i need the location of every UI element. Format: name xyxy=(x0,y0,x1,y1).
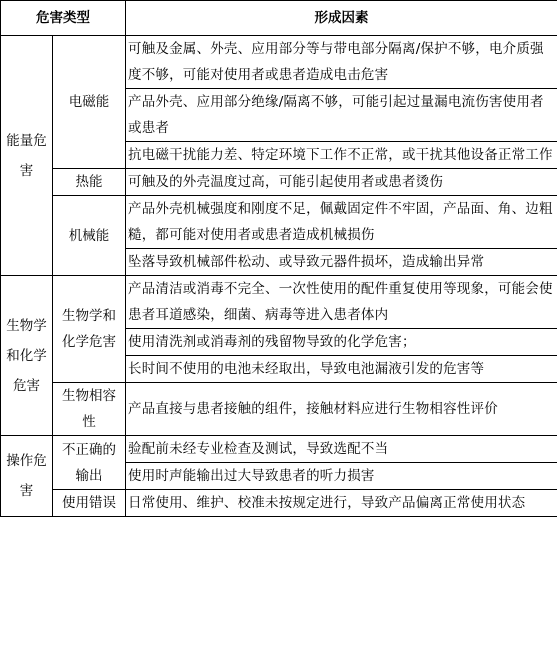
table-row xyxy=(1,196,557,249)
subcategory-use-error: 使用错误 xyxy=(53,490,126,517)
category-energy-hazard: 能量危害 xyxy=(1,36,53,276)
table-row xyxy=(1,436,557,463)
cause-cell: 产品外壳机械强度和刚度不足，佩戴固定件不牢固，产品面、角、边粗糙，都可能对使用者或患者造成机械损伤 xyxy=(126,196,557,249)
category-operation-hazard: 操作危害 xyxy=(1,436,53,517)
subcategory-biocompatibility: 生物相容性 xyxy=(53,383,126,436)
subcategory-incorrect-output: 不正确的输出 xyxy=(53,436,126,490)
cause-cell: 长时间不使用的电池未经取出，导致电池漏液引发的危害等 xyxy=(126,356,557,383)
cause-cell: 使用清洗剂或消毒剂的残留物导致的化学危害； xyxy=(126,329,557,356)
cause-cell: 抗电磁干扰能力差、特定环境下工作不正常，或干扰其他设备正常工作 xyxy=(126,142,557,169)
cause-cell: 验配前未经专业检查及测试，导致选配不当 xyxy=(126,436,557,463)
table-row xyxy=(1,383,557,436)
header-hazard-type: 危害类型 xyxy=(1,1,126,36)
category-bio-chem-hazard: 生物学和化学危害 xyxy=(1,276,53,436)
table-row xyxy=(1,490,557,517)
table-row xyxy=(1,169,557,196)
cause-cell: 坠落导致机械部件松动、或导致元器件损坏，造成输出异常 xyxy=(126,249,557,276)
subcategory-thermal: 热能 xyxy=(53,169,126,196)
cause-cell: 可触及金属、外壳、应用部分等与带电部分隔离/保护不够，电介质强度不够，可能对使用者或患者造成电击危害 xyxy=(126,36,557,89)
cause-cell: 日常使用、维护、校准未按规定进行，导致产品偏离正常使用状态 xyxy=(126,490,557,517)
table-row xyxy=(1,36,557,89)
cause-cell: 可触及的外壳温度过高，可能引起使用者或患者烫伤 xyxy=(126,169,557,196)
cause-cell: 产品外壳、应用部分绝缘/隔离不够，可能引起过量漏电流伤害使用者或患者 xyxy=(126,89,557,142)
table-row xyxy=(1,276,557,329)
header-row xyxy=(1,1,557,36)
cause-cell: 产品直接与患者接触的组件，接触材料应进行生物相容性评价 xyxy=(126,383,557,436)
header-cause: 形成因素 xyxy=(126,1,557,36)
subcategory-bio-chem: 生物学和化学危害 xyxy=(53,276,126,383)
cause-cell: 使用时声能输出过大导致患者的听力损害 xyxy=(126,463,557,490)
cause-cell: 产品清洁或消毒不完全、一次性使用的配件重复使用等现象，可能会使患者耳道感染，细菌、病毒等进入患者体内 xyxy=(126,276,557,329)
subcategory-electromagnetic: 电磁能 xyxy=(53,36,126,169)
subcategory-mechanical: 机械能 xyxy=(53,196,126,276)
